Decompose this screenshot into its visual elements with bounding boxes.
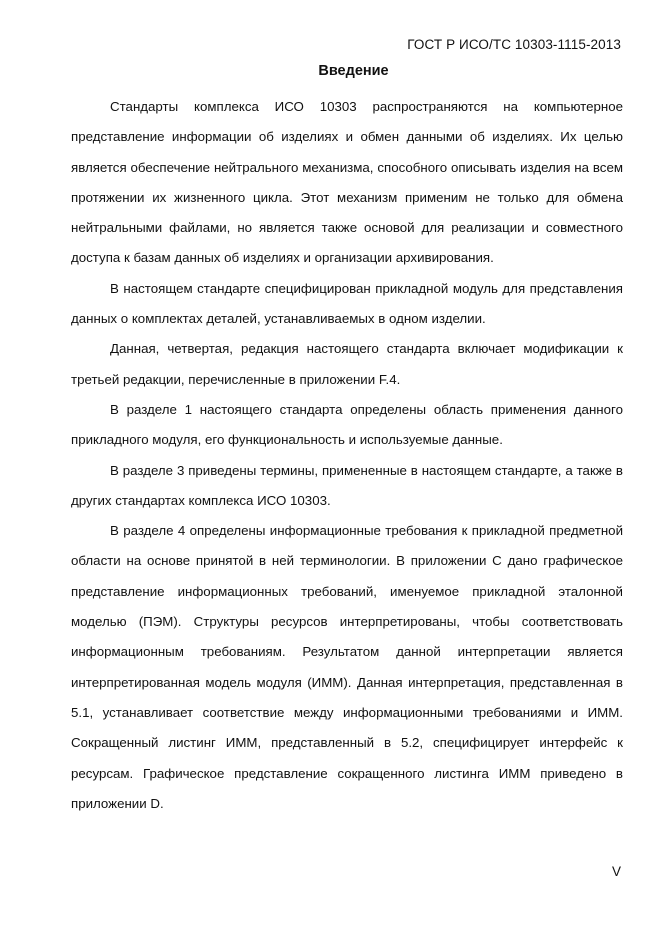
page-header-standard-code: ГОСТ Р ИСО/ТС 10303-1115-2013 [407,37,621,52]
paragraph-edition: Данная, четвертая, редакция настоящего стандарта включает модификации к третьей редакции, перечисленные в приложении F.4. [71,341,623,387]
body-text [71,92,623,819]
paragraph-module: В настоящем стандарте специфицирован прикладной модуль для представления данных о комплектах деталей, устанавливаемых в одном изделии. [71,280,623,327]
page-number: V [611,864,621,879]
paragraph-scope: Стандарты комплекса ИСО 10303 распространяются на компьютерное представление информации об изделиях и обмен данными об изделиях. Их целью является обеспечение нейтрального механизма, способного описывать изделия на всем протяжении их жизненного цикла. Этот механизм применим не только для обмена нейтральными файлами, но является также основой для реализации и совместного доступа к базам данных об изделиях и организации архивирования. [71,99,623,266]
paragraph-section-3: В разделе 3 приведены термины, примененные в настоящем стандарте, а также в других стандартах комплекса ИСО 10303. [71,462,623,508]
paragraph-section-1: В разделе 1 настоящего стандарта определены область применения данного прикладного модуля, его функциональность и используемые данные. [71,401,623,448]
page-title: Введение [318,63,389,79]
paragraph-section-4: В разделе 4 определены информационные требования к прикладной предметной области на основе принятой в ней терминологии. В приложении С дано графическое представление информационных требований, именуемое прикладной эталонной моделью (ПЭМ). Структуры ресурсов интерпретированы, чтобы соответствовать информационным требованиям. Результатом данной интерпретации является интерпретированная модель модуля (ИММ). Данная интерпретация, представленная в 5.1, устанавливает соответствие между информационными требованиями и ИММ. Сокращенный листинг ИММ, представленный в 5.2, специфицирует интерфейс к ресурсам. Графическое представление сокращенного листинга ИММ приведено в приложении D. [71,523,623,811]
